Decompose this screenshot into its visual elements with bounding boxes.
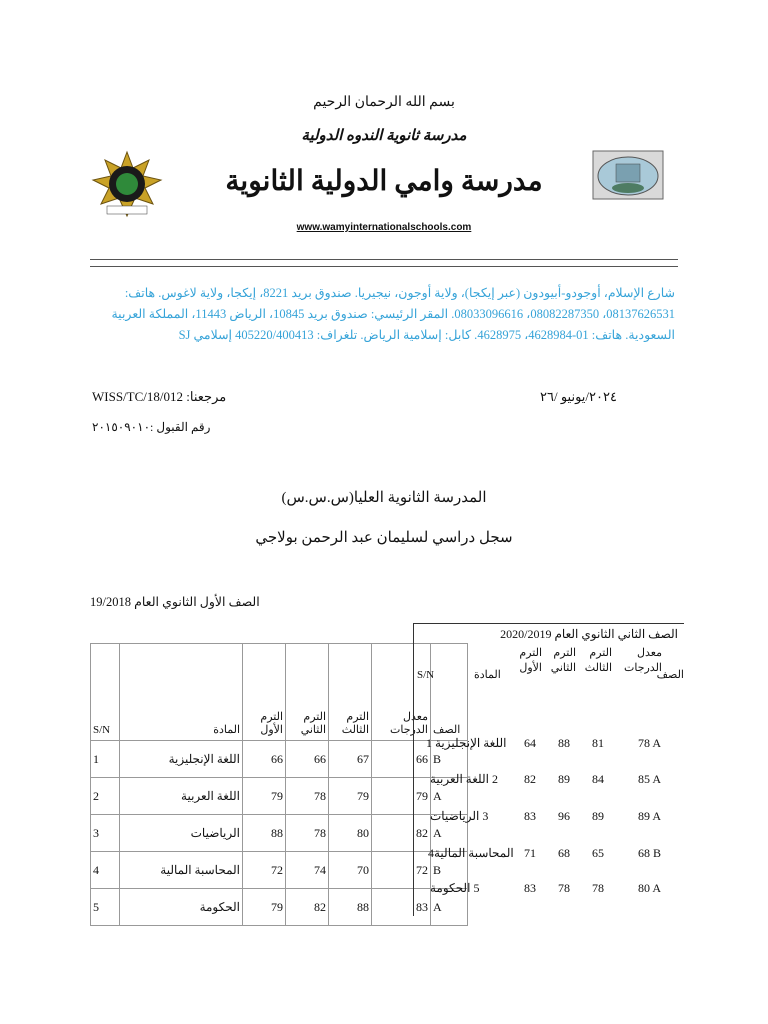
cell-result: 80 A <box>638 881 662 895</box>
header-subject: المادة <box>474 669 501 681</box>
table-header-row <box>91 644 468 741</box>
cell-term2: 82 <box>286 889 329 926</box>
cell-subject: اللغة العربية <box>120 778 243 815</box>
website-link[interactable]: www.wamyinternationalschools.com <box>296 222 472 233</box>
cell-term3: 81 <box>592 736 604 750</box>
cell-subject: المحاسبة المالية <box>120 852 243 889</box>
cell-term3: 67 <box>329 741 372 778</box>
header-term2: الترم الثاني <box>286 644 329 741</box>
cell-term1: 64 <box>524 736 536 750</box>
cell-grade: A <box>431 815 468 852</box>
cell-term3: 78 <box>592 881 604 895</box>
header-divider <box>90 259 678 260</box>
cell-grade: A <box>431 778 468 815</box>
year2-title: الصف الثاني الثانوي العام 2020/2019 <box>500 627 678 641</box>
header-term3: الترم الثالث <box>584 647 612 674</box>
cell-average: 72 <box>372 852 431 889</box>
header-grade: الصف <box>431 644 468 741</box>
cell-subject: اللغة الإنجليزية <box>120 741 243 778</box>
cell-term3: 84 <box>592 772 604 786</box>
cell-average: 83 <box>372 889 431 926</box>
header-grade: الصف <box>656 669 684 681</box>
cell-term2: 89 <box>558 772 570 786</box>
header-term2: الترم الثاني <box>550 647 576 674</box>
cell-subject: الرياضيات <box>120 815 243 852</box>
header-term1: الترم الأول <box>243 644 286 741</box>
header-term1: الترم الأول <box>519 647 542 674</box>
cell-term1: 79 <box>243 778 286 815</box>
cell-term3: 89 <box>592 809 604 823</box>
admission-number: رقم القبول :٢٠١٥٠٩٠١٠ <box>92 420 211 434</box>
cell-grade: B <box>431 741 468 778</box>
cell-term2: 68 <box>558 846 570 860</box>
header-average: معدل الدرجات <box>372 644 431 741</box>
cell-average: 66 <box>372 741 431 778</box>
cell-term2: 96 <box>558 809 570 823</box>
cell-subject: الحكومة <box>120 889 243 926</box>
cell-term3: 80 <box>329 815 372 852</box>
cell-term2: 74 <box>286 852 329 889</box>
year1-title: الصف الأول الثانوي العام 19/2018 <box>90 595 260 609</box>
cell-subject: المحاسبة المالية4 <box>428 846 514 860</box>
cell-term2: 88 <box>558 736 570 750</box>
table-row <box>91 778 468 815</box>
table-row <box>91 741 468 778</box>
cell-subject: 5 الحكومة <box>430 881 480 895</box>
cell-term3: 70 <box>329 852 372 889</box>
table-row <box>414 772 684 792</box>
table-row <box>414 809 684 829</box>
cell-term2: 78 <box>558 881 570 895</box>
cell-term2: 66 <box>286 741 329 778</box>
address-line: 08137626531، 08082287350، 08033096616. المقر الرئيسي: صندوق بريد 10845، الرياض 11443، المملكة العربية <box>111 307 675 321</box>
cell-grade: A <box>431 889 468 926</box>
arabic-school-subtitle: مدرسة ثانوية الندوه الدولية <box>301 128 467 144</box>
cell-result: 78 A <box>638 736 662 750</box>
year2-grades-table <box>413 623 684 916</box>
cell-term1: 71 <box>524 846 536 860</box>
cell-subject: 3 الرياضيات <box>430 809 489 823</box>
section-title: المدرسة الثانوية العليا(س.س.س) <box>281 490 487 506</box>
cell-term1: 66 <box>243 741 286 778</box>
cell-grade: B <box>431 852 468 889</box>
table-row <box>91 815 468 852</box>
table-row <box>91 889 468 926</box>
cell-average: 82 <box>372 815 431 852</box>
year1-grades-table <box>90 643 468 926</box>
record-title: سجل دراسي لسليمان عبد الرحمن بولاجي <box>255 530 513 546</box>
cell-average: 79 <box>372 778 431 815</box>
cell-result: 68 B <box>638 846 662 860</box>
letter-date: ٢٠٢٤/يونيو /٢٦ <box>540 389 617 404</box>
header-average-grade: معدل الدرجات <box>623 647 662 674</box>
cell-result: 85 A <box>638 772 662 786</box>
header-subject: المادة <box>120 644 243 741</box>
cell-term3: 65 <box>592 846 604 860</box>
table-row <box>414 736 684 756</box>
reference-number: WISS/TC/18/012 :مرجعنا <box>92 389 227 404</box>
cell-sn: 1 <box>91 741 120 778</box>
cell-term2: 78 <box>286 778 329 815</box>
cell-term2: 78 <box>286 815 329 852</box>
cell-term3: 88 <box>329 889 372 926</box>
table-row <box>91 852 468 889</box>
address-line: شارع الإسلام، أوجودو-أبيودون (عبر إيكجا)، ولاية أوجون، نيجيريا. صندوق بريد 8221، إيكجا، ولاية لاغوس. هاتف: <box>124 286 675 300</box>
cell-term1: 83 <box>524 881 536 895</box>
cell-sn: 2 <box>91 778 120 815</box>
school-name-heading: مدرسة وامي الدولية الثانوية <box>225 166 543 197</box>
cell-term3: 79 <box>329 778 372 815</box>
cell-sn: 4 <box>91 852 120 889</box>
header-sn: S/N <box>91 644 120 741</box>
cell-subject: 2 اللغة العربية <box>430 772 498 786</box>
basmala: بسم الله الرحمان الرحيم <box>313 95 455 110</box>
header-divider <box>90 266 678 267</box>
cell-sn: 3 <box>91 815 120 852</box>
cell-term1: 72 <box>243 852 286 889</box>
cell-result: 89 A <box>638 809 662 823</box>
cell-subject: اللغة الإنجليزية 1 <box>426 736 507 750</box>
cell-term1: 82 <box>524 772 536 786</box>
cell-term1: 88 <box>243 815 286 852</box>
cell-term1: 79 <box>243 889 286 926</box>
table-row <box>414 881 684 901</box>
address-line: السعودية. هاتف: 01-4628984، 4628975. كابل: إسلامية الرياض. تلغراف: 405220/400413 إسلامي SJ <box>178 328 675 342</box>
header-term3: الترم الثالث <box>329 644 372 741</box>
table-row <box>414 846 684 866</box>
header-sn: S/N <box>417 669 435 681</box>
cell-term1: 83 <box>524 809 536 823</box>
cell-sn: 5 <box>91 889 120 926</box>
address-block <box>95 283 675 346</box>
